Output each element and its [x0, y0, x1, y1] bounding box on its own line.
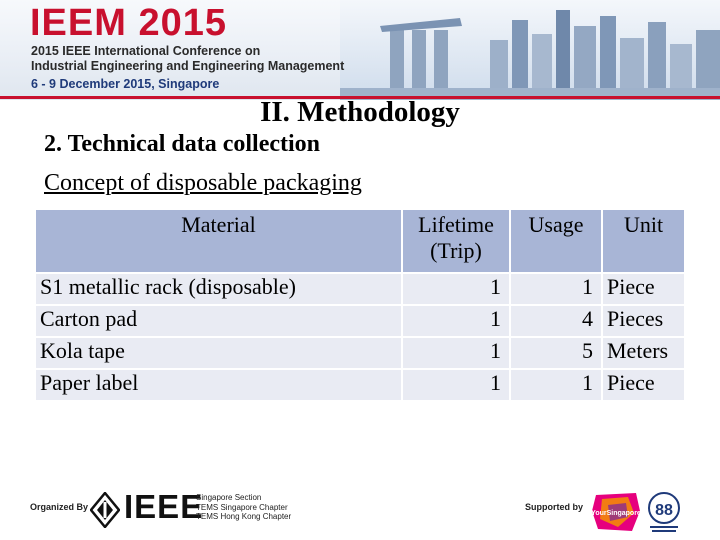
header-usage: Usage	[510, 210, 602, 273]
chapter-tems-singapore: TEMS Singapore Chapter	[196, 502, 288, 512]
conference-subtitle-line2: Industrial Engineering and Engineering Management	[31, 59, 345, 73]
ieee-chapters	[196, 493, 291, 522]
slide-subheading: 2. Technical data collection	[44, 131, 320, 157]
packaging-table	[36, 210, 684, 400]
your-singapore-logo	[588, 489, 644, 535]
cell-material: S1 metallic rack (disposable)	[36, 273, 402, 305]
cell-material: Paper label	[36, 369, 402, 400]
cell-unit: Piece	[602, 273, 684, 305]
singapore-skyline-image	[340, 0, 720, 100]
conference-title: IEEM 2015	[30, 2, 227, 44]
eighty-eight-text: 88	[655, 502, 673, 519]
organized-by-label: Organized By	[30, 502, 89, 512]
concept-title: Concept of disposable packaging	[44, 170, 362, 196]
cell-usage: 1	[510, 369, 602, 400]
conference-subtitle-line1: 2015 IEEE International Conference on	[31, 44, 261, 58]
cell-unit: Meters	[602, 337, 684, 369]
cell-material: Kola tape	[36, 337, 402, 369]
slide-heading: II. Methodology	[260, 96, 460, 128]
chapter-singapore-section: Singapore Section	[196, 493, 262, 502]
cell-unit: Piece	[602, 369, 684, 400]
ieee-diamond-icon	[90, 492, 120, 528]
conference-banner	[0, 0, 720, 100]
cell-material: Carton pad	[36, 305, 402, 337]
ieee-logo-text: IEEE	[124, 488, 204, 525]
cell-unit: Pieces	[602, 305, 684, 337]
header-unit: Unit	[602, 210, 684, 273]
supported-by-label: Supported by	[525, 502, 583, 512]
header-material: Material	[36, 210, 402, 273]
table-row	[36, 305, 684, 337]
table-header-row	[36, 210, 684, 273]
chapter-tems-hongkong: TEMS Hong Kong Chapter	[196, 512, 292, 521]
conference-date-location: 6 - 9 December 2015, Singapore	[31, 77, 220, 91]
cell-lifetime: 1	[402, 369, 510, 400]
table-row	[36, 369, 684, 400]
cell-usage: 4	[510, 305, 602, 337]
cell-lifetime: 1	[402, 305, 510, 337]
cell-lifetime: 1	[402, 337, 510, 369]
your-singapore-text: YourSingapore	[591, 510, 641, 517]
cell-lifetime: 1	[402, 273, 510, 305]
cell-usage: 1	[510, 273, 602, 305]
table-row	[36, 273, 684, 305]
eighty-eight-logo	[646, 490, 682, 536]
cell-usage: 5	[510, 337, 602, 369]
footer-sponsors	[0, 484, 720, 540]
table-row	[36, 337, 684, 369]
header-lifetime: Lifetime (Trip)	[402, 210, 510, 273]
